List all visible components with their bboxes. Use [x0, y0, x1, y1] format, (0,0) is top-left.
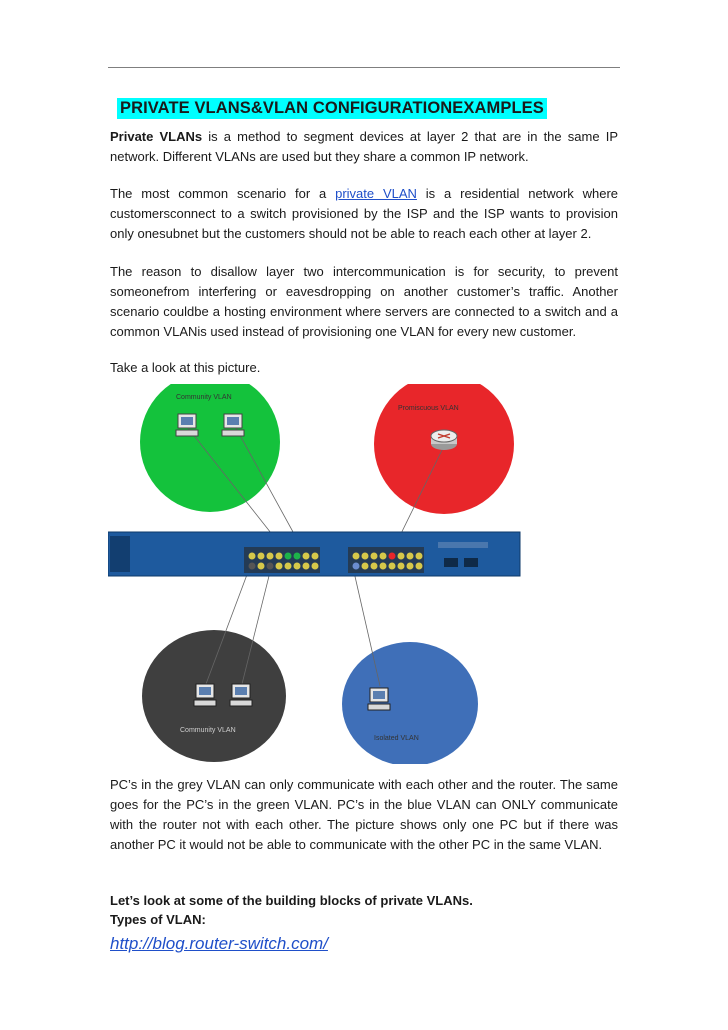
term-private-vlans: Private VLANs	[110, 129, 203, 144]
building-blocks-heading: Let’s look at some of the building blocks of private VLANs.	[110, 893, 473, 908]
footer-url-link[interactable]: http://blog.router-switch.com/	[110, 934, 328, 953]
pc-icon	[222, 414, 244, 436]
pc-icon	[230, 684, 252, 706]
types-of-vlan-heading: Types of VLAN:	[110, 912, 206, 927]
green-community-vlan-bubble	[140, 384, 280, 512]
pc-icon	[194, 684, 216, 706]
paragraph-intro	[110, 127, 618, 167]
page-title: PRIVATE VLANS&VLAN CONFIGURATIONEXAMPLES	[117, 98, 547, 119]
router-icon	[431, 430, 457, 450]
grey-vlan-label: Community VLAN	[180, 727, 236, 734]
header-rule	[108, 67, 620, 68]
paragraph-security: The reason to disallow layer two intercommunication is for security, to prevent someonefrom interfering or eavesdropping on another customer’s traffic. Another scenario couldbe a hosting environment where servers are connected to a switch and a common VLANis used instead of provisioning one VLAN for every new customer.	[110, 264, 618, 339]
paragraph-scenario	[110, 184, 618, 244]
paragraph-scenario-text-a: The most common scenario for a	[110, 186, 336, 201]
paragraph-scenario-text-b: is a residential network where customersconnect to a switch provisioned by the ISP and the ISP wants to provision only onesubnet but the customers should not be able to reach each other at layer 2.	[110, 186, 619, 241]
blue-vlan-label: Isolated VLAN	[374, 735, 419, 742]
green-vlan-label: Community VLAN	[176, 394, 232, 401]
paragraph-explanation: PC’s in the grey VLAN can only communicate with each other and the router. The same goes for the PC’s in the green VLAN. PC’s in the blue VLAN can ONLY communicate with the router not with each other. The picture shows only one PC but if there was another PC it would not be able to communicate with the other PC in the same VLAN.	[110, 777, 618, 852]
red-vlan-label: Promiscuous VLAN	[398, 405, 459, 412]
paragraph-intro-text: is a method to segment devices at layer 2 that are in the same IP network. Different VLANs are used but they share a common IP network.	[110, 129, 618, 164]
pc-icon	[368, 688, 390, 710]
private-vlan-link[interactable]: private VLAN	[335, 186, 417, 201]
private-vlan-diagram	[108, 384, 528, 764]
blue-isolated-vlan-bubble	[342, 642, 478, 764]
paragraph-picture-intro: Take a look at this picture.	[110, 360, 261, 375]
pc-icon	[176, 414, 198, 436]
